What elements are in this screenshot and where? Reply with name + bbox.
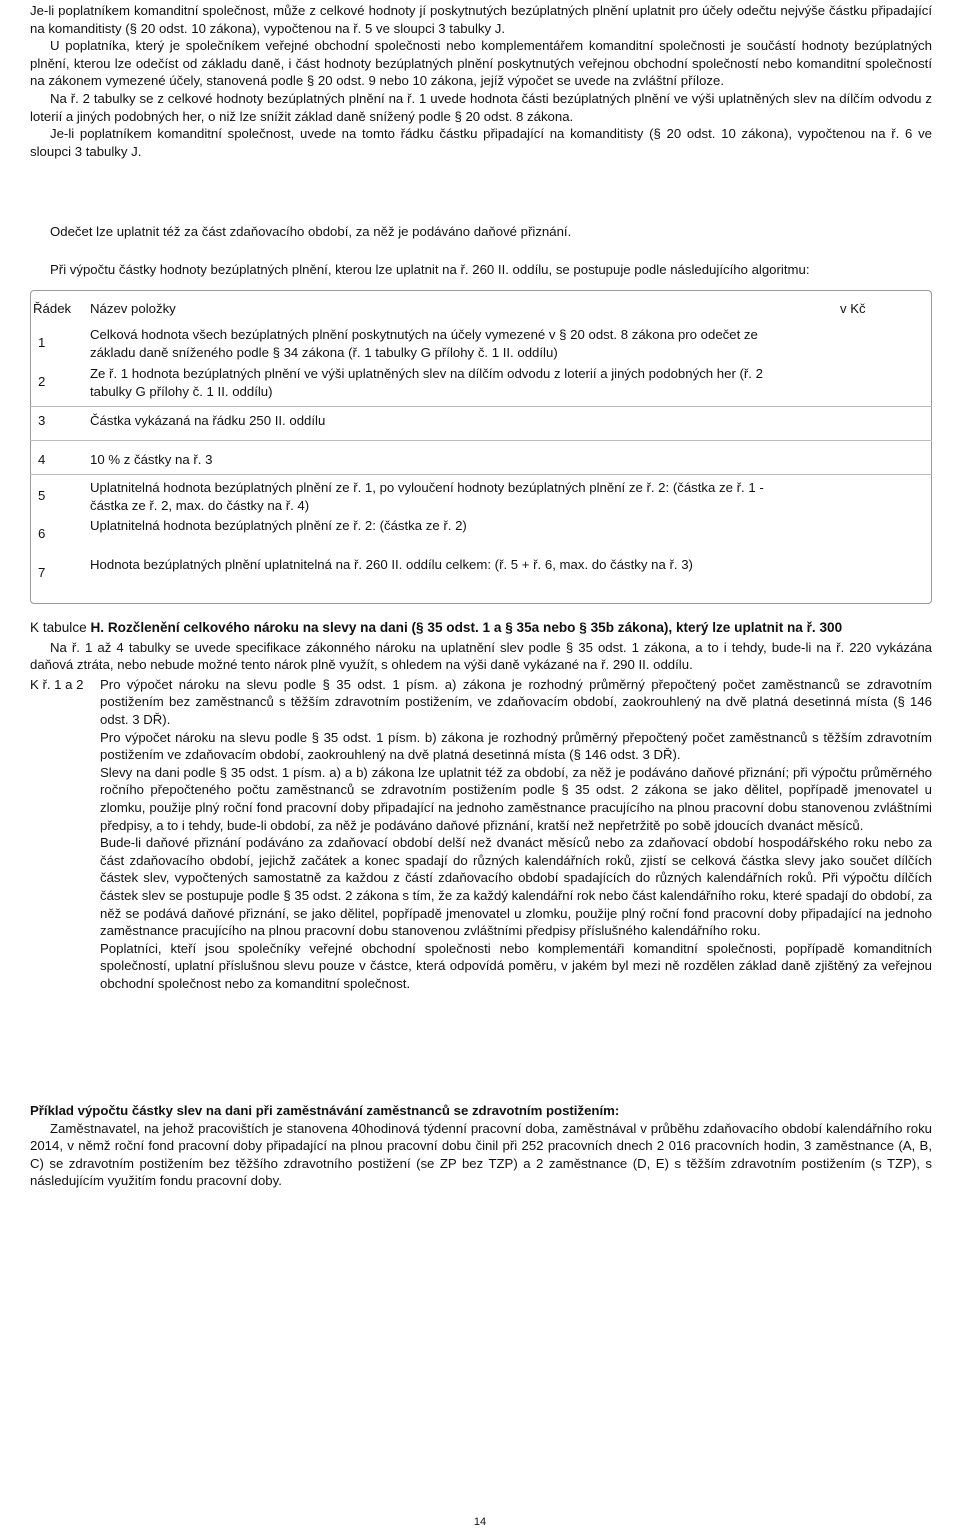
k-paragraph: Slevy na dani podle § 35 odst. 1 písm. a) a b) zákona lze uplatnit též za období, za něž je podáváno daňové přiznání; při výpočtu průměrného ročního přepočteného počtu zaměstnanců se zdravotním postižením podle § 35 odst. 2 zákona se jako dělitel, popřípadě jmenovatel u zlomku, použije plný roční fond pracovní doby připadající na jednoho zaměstnance pracujícího na plnou pracovní dobu stanovenou zvláštními předpisy, a to i tehdy, bude-li období, za něž je podáváno daňové přiznání, kratší než nepřetržitě po sobě jdoucích dvanáct měsíců. [100,764,932,833]
row-text: Částka vykázaná na řádku 250 II. oddílu [90,413,326,428]
row-number: 5 [38,488,46,503]
example-title: Příklad výpočtu částky slev na dani při zaměstnávání zaměstnanců se zdravotním postižením: [30,1103,620,1118]
row-text: 10 % z částky na ř. 3 [90,452,213,467]
intro-paragraph-5: Odečet lze uplatnit též za část zdaňovacího období, za něž je podáváno daňové přiznání. [50,224,572,239]
page-number: 14 [473,1516,487,1528]
k-paragraph: Pro výpočet nároku na slevu podle § 35 odst. 1 písm. b) zákona je rozhodný průměrný přepočtený počet zaměstnanců s těžším zdravotním postižením ve zdaňovacím období, zaokrouhlený na dvě platná desetinná místa (§ 146 odst. 3 DŘ). [100,729,932,763]
k-paragraph: Bude-li daňové přiznání podáváno za zdaňovací období delší než dvanáct měsíců nebo za zdaňovací období hospodářského roku nebo za část zdaňovacího období, jejichž začátek a konec spadají do různých kalendářních roků, zjistí se celková částka slevy jako součet dílčích částek slev, vypočtených samostatně za každou z částí zdaňovacího období spadajících do různých kalendářních roků. Při výpočtu dílčích částek slev se postupuje podle § 35 odst. 2 zákona s tím, že za každý kalendářní rok nebo část kalendářního roku, které spadají do období, za něž se podává daňové přiznání, se jako dělitel, popřípadě jmenovatel u zlomku, použije plný roční fond pracovní doby připadající na jednoho zaměstnance pracujícího na plnou pracovní dobu stanovenou zvláštními předpisy příslušného kalendářního roku. [100,835,932,939]
row-number: 6 [38,526,46,541]
row-number: 2 [38,374,46,389]
example-paragraph: Zaměstnavatel, na jehož pracovištích je stanovena 40hodinová týdenní pracovní doba, zaměstnával v průběhu zdaňovacího období kalendářního roku 2014, v němž roční fond pracovní doby připadající na plnou pracovní dobu činil při 252 pracovních dnech 2 016 pracovních hodin, 3 zaměstnance (A, B, C) se zdravotním postižením bez těžšího zdravotního postižení (se ZP bez TZP) a 2 zaměstnance (D, E) s těžším zdravotním postižením (s TZP), s následujícím využitím fondu pracovní doby. [30,1120,932,1189]
row-text: Uplatnitelná hodnota bezúplatných plnění ze ř. 1, po vyloučení hodnoty bezúplatných plnění ze ř. 2: (částka ze ř. 1 - částka ze ř. 2, max. do částky na ř. 4) [90,480,764,513]
row-number: 4 [38,452,46,467]
intro-paragraph-4: Je-li poplatníkem komanditní společnost, uvede na tomto řádku částku připadající na komanditisty (§ 20 odst. 10 zákona), vypočtenou na ř. 6 ve sloupci 3 tabulky J. [30,126,932,159]
example-section [30,1102,932,1190]
table-header-row: Řádek [33,301,72,316]
k-rows-1-2 [30,676,932,993]
intro-paragraph-3: Na ř. 2 tabulky se z celkové hodnoty bezúplatných plnění na ř. 1 uvede hodnota části bezúplatných plnění ve výši uplatněných slev na dílčím odvodu z loterií a jiných podobných her, o niž lze snížit základ daně snížený podle § 20 odst. 8 zákona. [30,90,932,124]
table-header-name: Název položky [90,301,176,316]
section-h [30,619,932,992]
row-text: Celková hodnota všech bezúplatných plnění poskytnutých na účely vymezené v § 20 odst. 8 zákona pro odečet ze základu daně sníženého podle § 34 zákona (ř. 1 tabulky G přílohy č. 1 II. oddílu) [90,327,758,360]
section-h-paragraph: Na ř. 1 až 4 tabulky se uvede specifikace zákonného nároku na uplatnění slev podle § 35 odst. 1 zákona, a to i tehdy, bude-li na ř. 220 vykázána daňová ztráta, nebo nebude možné tento nárok plně využít, s ohledem na výši daně vykázané na ř. 290 II. oddílu. [30,639,932,673]
intro-paragraph-1: Je-li poplatníkem komanditní společnost, může z celkové hodnoty jí poskytnutých bezúplatných plnění uplatnit pro účely odečtu nejvýše částku připadající na komanditisty (§ 20 odst. 10 zákona), vypočtenou na ř. 5 ve sloupci 3 tabulky J. [30,3,932,36]
k-paragraph: Pro výpočet nároku na slevu podle § 35 odst. 1 písm. a) zákona je rozhodný průměrný přepočtený počet zaměstnanců se zdravotním postižením bez zaměstnanců s těžším zdravotním postižením, ve zdaňovacím období, zaokrouhlený na dvě platná desetinná místa (§ 146 odst. 3 DŘ). [100,676,932,727]
k-paragraph: Poplatníci, kteří jsou společníky veřejné obchodní společnosti nebo komplementáři komanditní společnosti, popřípadě komanditních společností, uplatní příslušnou slevu pouze v částce, která odpovídá poměru, v jakém byl mezi ně rozdělen základ daně zjištěný za veřejnou obchodní společnost nebo za komanditní společnost. [100,940,932,991]
row-number: 7 [38,565,46,580]
row-text: Ze ř. 1 hodnota bezúplatných plnění ve výši uplatněných slev na dílčím odvodu z loterií a jiných podobných her (ř. 2 tabulky G přílohy č. 1 II. oddílu) [90,366,763,399]
intro-paragraph-2: U poplatníka, který je společníkem veřejné obchodní společnosti nebo komplementářem komanditní společnosti je součástí hodnoty bezúplatných plnění, kterou lze odečíst od základu daně, i část hodnoty bezúplatných plnění poskytnutých veřejnou obchodní společností nebo komanditní společností na zákonem vymezené účely, stanovená podle § 20 odst. 9 nebo 10 zákona, jejíž výpočet se uvede na zvláštní příloze. [30,38,932,89]
k-label: K ř. 1 a 2 [30,676,84,692]
row-text: Hodnota bezúplatných plnění uplatnitelná na ř. 260 II. oddílu celkem: (ř. 5 + ř. 6, max. do částky na ř. 3) [90,557,693,572]
table-header-unit: v Kč [840,301,866,316]
row-number: 1 [38,335,46,350]
row-number: 3 [38,413,46,428]
section-h-heading: K tabulce H. Rozčlenění celkového nároku na slevy na dani (§ 35 odst. 1 a § 35a nebo § 35b zákona), který lze uplatnit na ř. 300 [30,620,843,635]
row-text: Uplatnitelná hodnota bezúplatných plnění ze ř. 2: (částka ze ř. 2) [90,518,467,533]
intro-paragraph-6: Při výpočtu částky hodnoty bezúplatných plnění, kterou lze uplatnit na ř. 260 II. oddílu, se postupuje podle následujícího algoritmu: [50,262,810,277]
